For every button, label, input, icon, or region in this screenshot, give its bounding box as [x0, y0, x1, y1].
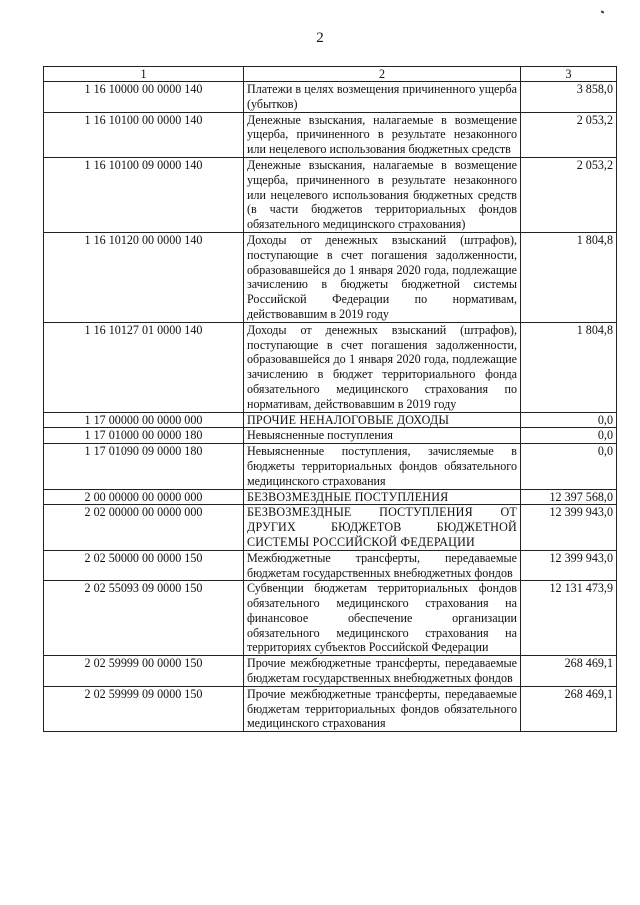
budget-code: 2 02 00000 00 0000 000	[44, 505, 244, 550]
budget-code: 1 16 10120 00 0000 140	[44, 232, 244, 322]
revenue-table	[43, 66, 617, 732]
budget-code: 1 16 10127 01 0000 140	[44, 322, 244, 412]
budget-code: 2 00 00000 00 0000 000	[44, 489, 244, 505]
row-amount: 1 804,8	[521, 322, 617, 412]
table-row	[44, 505, 617, 550]
row-description: Субвенции бюджетам территориальных фондов обязательного медицинского страхования на финансовое обеспечение организации обязательного медицинского страхования на территориях субъектов Российской Федерации	[244, 581, 521, 656]
row-amount: 268 469,1	[521, 656, 617, 687]
column-header-description: 2	[244, 67, 521, 82]
table-row	[44, 444, 617, 489]
budget-code: 2 02 59999 00 0000 150	[44, 656, 244, 687]
budget-code: 2 02 59999 09 0000 150	[44, 686, 244, 731]
row-description: Денежные взыскания, налагаемые в возмещение ущерба, причиненного в результате незаконного или нецелевого использования бюджетных средств	[244, 112, 521, 157]
budget-code: 2 02 50000 00 0000 150	[44, 550, 244, 581]
row-description: Доходы от денежных взысканий (штрафов), поступающие в счет погашения задолженности, образовавшейся до 1 января 2020 года, подлежащие зачислению в бюджеты бюджетной системы Российской Федерации по нормативам, действовавшим в 2019 году	[244, 232, 521, 322]
table-row	[44, 489, 617, 505]
row-description: Прочие межбюджетные трансферты, передаваемые бюджетам территориальных фондов обязательного медицинского страхования	[244, 686, 521, 731]
row-amount: 268 469,1	[521, 686, 617, 731]
row-amount: 12 399 943,0	[521, 505, 617, 550]
row-amount: 0,0	[521, 412, 617, 428]
row-amount: 12 399 943,0	[521, 550, 617, 581]
table-row	[44, 112, 617, 157]
table-row	[44, 428, 617, 444]
row-description: БЕЗВОЗМЕЗДНЫЕ ПОСТУПЛЕНИЯ	[244, 489, 521, 505]
budget-code: 1 17 00000 00 0000 000	[44, 412, 244, 428]
column-header-code: 1	[44, 67, 244, 82]
row-description: Невыясненные поступления, зачисляемые в бюджеты территориальных фондов обязательного медицинского страхования	[244, 444, 521, 489]
table-header-row	[44, 67, 617, 82]
row-amount: 12 397 568,0	[521, 489, 617, 505]
table-row	[44, 322, 617, 412]
row-description: ПРОЧИЕ НЕНАЛОГОВЫЕ ДОХОДЫ	[244, 412, 521, 428]
table-row	[44, 82, 617, 113]
table-row	[44, 581, 617, 656]
budget-code: 1 16 10000 00 0000 140	[44, 82, 244, 113]
row-amount: 3 858,0	[521, 82, 617, 113]
row-description: Доходы от денежных взысканий (штрафов), поступающие в счет погашения задолженности, образовавшейся до 1 января 2020 года, подлежащие зачислению в бюджет территориального фонда обязательного медицинского страхования по нормативам, действовавшим в 2019 году	[244, 322, 521, 412]
row-description: Прочие межбюджетные трансферты, передаваемые бюджетам государственных внебюджетных фондов	[244, 656, 521, 687]
row-description: БЕЗВОЗМЕЗДНЫЕ ПОСТУПЛЕНИЯ ОТ ДРУГИХ БЮДЖЕТОВ БЮДЖЕТНОЙ СИСТЕМЫ РОССИЙСКОЙ ФЕДЕРАЦИИ	[244, 505, 521, 550]
row-description: Межбюджетные трансферты, передаваемые бюджетам государственных внебюджетных фондов	[244, 550, 521, 581]
column-header-amount: 3	[521, 67, 617, 82]
row-amount: 0,0	[521, 428, 617, 444]
scan-mark	[601, 10, 605, 13]
table-row	[44, 412, 617, 428]
table-row	[44, 656, 617, 687]
row-amount: 12 131 473,9	[521, 581, 617, 656]
row-amount: 2 053,2	[521, 112, 617, 157]
row-description: Платежи в целях возмещения причиненного ущерба (убытков)	[244, 82, 521, 113]
budget-code: 1 17 01090 09 0000 180	[44, 444, 244, 489]
row-description: Денежные взыскания, налагаемые в возмещение ущерба, причиненного в результате незаконного или нецелевого использования бюджетных средств (в части бюджетов территориальных фондов обязательного медицинского страхования)	[244, 157, 521, 232]
table-row	[44, 686, 617, 731]
budget-code: 1 17 01000 00 0000 180	[44, 428, 244, 444]
row-amount: 1 804,8	[521, 232, 617, 322]
table-row	[44, 550, 617, 581]
row-description: Невыясненные поступления	[244, 428, 521, 444]
row-amount: 0,0	[521, 444, 617, 489]
table-row	[44, 157, 617, 232]
table-row	[44, 232, 617, 322]
budget-code: 2 02 55093 09 0000 150	[44, 581, 244, 656]
budget-code: 1 16 10100 09 0000 140	[44, 157, 244, 232]
page-number: 2	[316, 30, 324, 46]
row-amount: 2 053,2	[521, 157, 617, 232]
budget-code: 1 16 10100 00 0000 140	[44, 112, 244, 157]
